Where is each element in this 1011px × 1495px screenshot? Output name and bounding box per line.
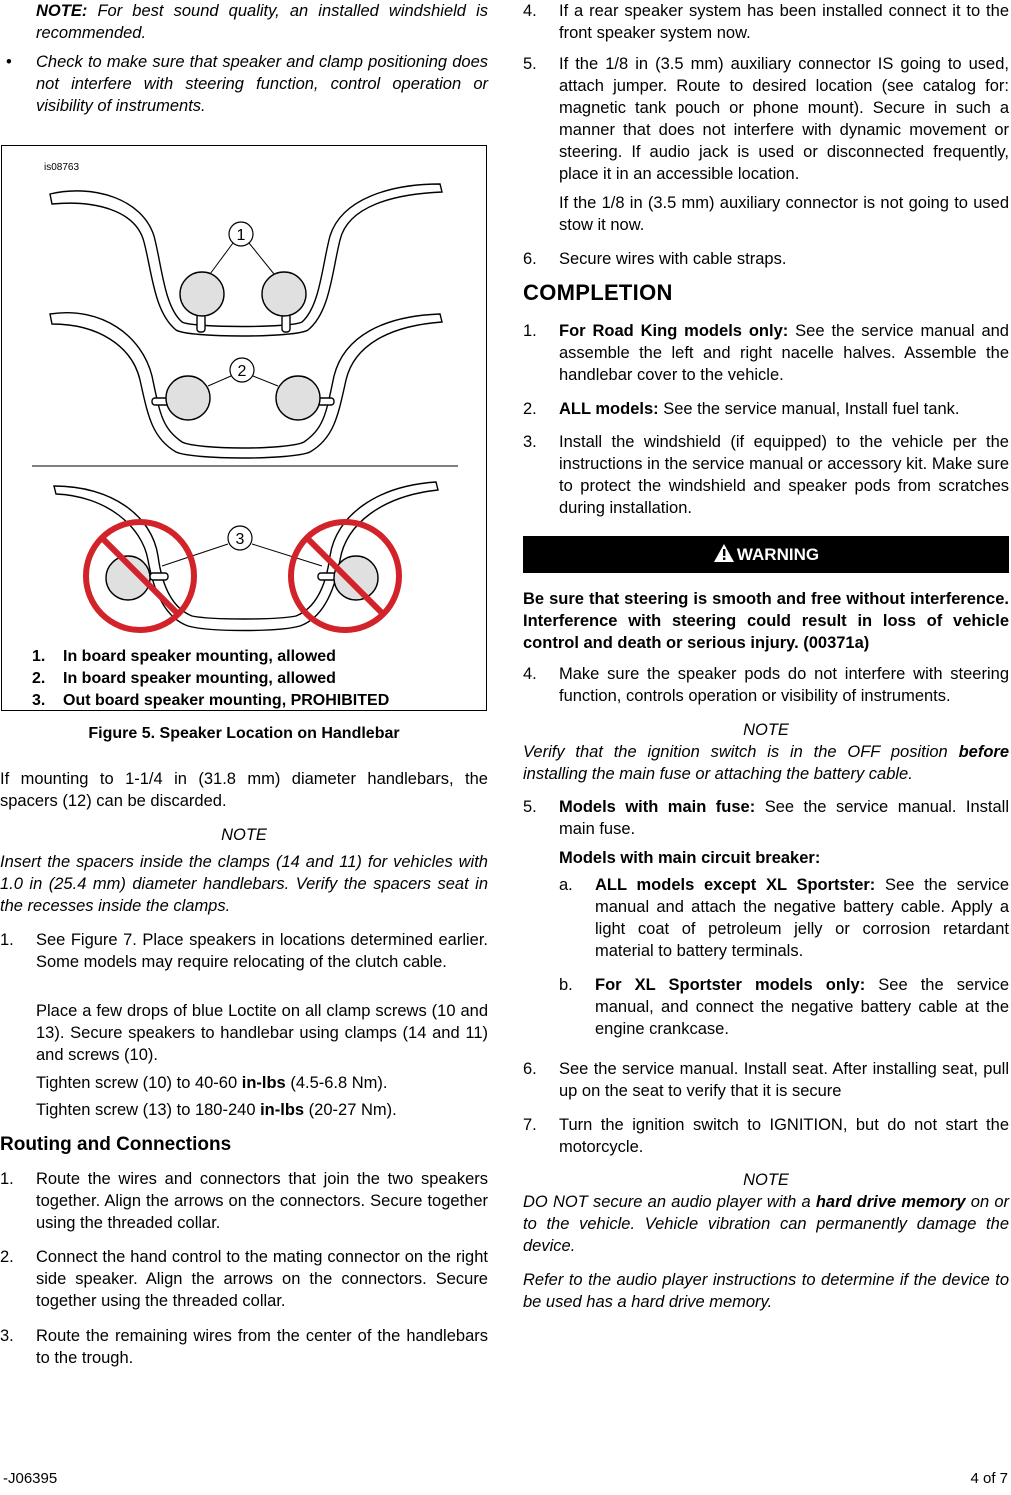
step-text: Route the wires and connectors that join the two speakers together. Align the arrows on the connectors. Secure together using the threaded collar. [36, 1170, 488, 1232]
step-text [559, 320, 1009, 386]
step-number: 5. [523, 55, 537, 73]
warning-triangle-icon [713, 543, 735, 569]
step-number: 5. [523, 798, 537, 816]
step-number: 4. [523, 665, 537, 683]
warning-title [523, 543, 1009, 569]
legend-text: In board speaker mounting, allowed [63, 670, 336, 687]
note-heading: NOTE [743, 1171, 789, 1189]
note-refer: Refer to the audio player instructions to determine if the device to be used has a hard drive memory. [523, 1271, 1009, 1311]
handlebar-1 [50, 184, 442, 336]
warning-banner [523, 536, 1009, 573]
step-text [559, 796, 1009, 840]
legend-num: 1. [32, 648, 46, 665]
step-text [595, 874, 1009, 962]
step-number: 6. [523, 1060, 537, 1078]
note-text: on or to the vehicle. Vehicle vibration can permanently damage the device. [523, 1193, 1009, 1255]
step-body: See the service manual and attach the negative battery cable. Apply a light coat of petroleum jelly or corrosion retardant material to battery terminals. [595, 876, 1009, 960]
step-text [559, 431, 1009, 519]
torque-unit: in-lbs [260, 1101, 305, 1119]
step-number: 2. [0, 1248, 14, 1266]
step-1-loctite: Place a few drops of blue Loctite on all clamp screws (10 and 13). Secure speakers to handlebar using clamps (14 and 11) and screws (10). [36, 1002, 488, 1064]
step-1-torque-13 [36, 1099, 488, 1121]
note-text: For best sound quality, an installed windshield is recommended. [36, 2, 488, 42]
note-hard-drive [523, 1191, 1009, 1257]
step-text: Make sure the speaker pods do not interfere with steering function, controls operation or visibility of instruments. [559, 665, 1009, 705]
breaker-heading: Models with main circuit breaker: [559, 849, 821, 867]
step-number: 7. [523, 1116, 537, 1134]
step-number: 1. [0, 1170, 14, 1188]
figure-caption: Figure 5. Speaker Location on Handlebar [88, 725, 400, 742]
torque-unit: in-lbs [241, 1074, 286, 1092]
step-number: 3. [523, 433, 537, 451]
step-text [559, 398, 1009, 420]
step-bold: Models with main fuse: [559, 798, 756, 816]
step-body: See the service manual. Install main fuse. [559, 798, 1009, 838]
note-text: DO NOT secure an audio player with a [523, 1193, 816, 1211]
legend-item-3 [32, 690, 389, 712]
step-bold: ALL models except XL Sportster: [595, 876, 876, 894]
note-bold: hard drive memory [815, 1193, 966, 1211]
speaker-3-right [334, 556, 378, 600]
step-body: Install the windshield (if equipped) to the vehicle per the instructions in the service manual or accessory kit. Make sure to protect the windshield and speaker pods from scratches during installation. [559, 433, 1009, 517]
para-mounting: If mounting to 1-1/4 in (31.8 mm) diameter handlebars, the spacers (12) can be discarded. [0, 770, 488, 810]
speaker-2-right [276, 376, 320, 420]
document-id: -J06395 [3, 1470, 58, 1487]
callout-3-label: 3 [235, 531, 245, 548]
speaker-2-left [166, 376, 210, 420]
callout-1-label: 1 [236, 227, 246, 244]
note-heading: NOTE [221, 826, 267, 844]
note-heading: NOTE [743, 721, 789, 739]
step-text: If the 1/8 in (3.5 mm) auxiliary connector IS going to used, attach jumper. Route to desired location (see catalog for: magnetic tank pouch or phone mount). Secure in such a manner that does not interfere with dynamic movement or steering. If audio jack is used or disconnected frequently, place it in an accessible location. [559, 55, 1009, 183]
torque-text: Tighten screw (13) to 180-240 [36, 1101, 261, 1119]
step-number: 1. [0, 931, 14, 949]
step-body: See the service manual, and connect the negative battery cable at the engine crankcase. [595, 976, 1009, 1038]
step-body: See the service manual and assemble the left and right nacelle halves. Assemble the handlebar cover to the vehicle. [559, 322, 1009, 384]
note-ignition [523, 741, 1009, 785]
speaker-1-left [180, 272, 224, 316]
bullet-symbol: • [6, 53, 12, 71]
legend-item-2 [32, 668, 336, 690]
step-text [595, 974, 1009, 1040]
step-number: a. [559, 876, 573, 894]
step-number: b. [559, 976, 573, 994]
step-text: See Figure 7. Place speakers in locations determined earlier. Some models may require relocating of the clutch cable. [36, 931, 488, 971]
step-body: See the service manual, Install fuel tank. [658, 400, 960, 418]
note-text: installing the main fuse or attaching the battery cable. [523, 765, 913, 783]
step-number: 2. [523, 400, 537, 418]
note-bold: before [958, 743, 1009, 761]
legend-text: In board speaker mounting, allowed [63, 648, 336, 665]
torque-text: (4.5-6.8 Nm). [285, 1074, 388, 1092]
page-number: 4 of 7 [970, 1470, 1008, 1487]
routing-heading: Routing and Connections [0, 1134, 232, 1155]
speaker-1-right [262, 272, 306, 316]
torque-text: (20-27 Nm). [304, 1101, 397, 1119]
callout-2-label: 2 [237, 363, 247, 380]
legend-num: 2. [32, 670, 46, 687]
step-1-torque-10 [36, 1072, 488, 1094]
figure-id-label: is08763 [44, 162, 80, 173]
step-number: 6. [523, 250, 537, 268]
warning-text: Be sure that steering is smooth and free without interference. Interference with steering could result in loss of vehicle control and death or serious injury. (00371a) [523, 590, 1009, 652]
note-windshield [36, 0, 488, 44]
step-text: Turn the ignition switch to IGNITION, but do not start the motorcycle. [559, 1116, 1009, 1156]
step-number: 4. [523, 2, 537, 20]
step-text: Connect the hand control to the mating connector on the right side speaker. Align the arrows on the connectors. Secure together using the threaded collar. [36, 1248, 488, 1310]
step-bold: For Road King models only: [559, 322, 789, 340]
completion-heading: COMPLETION [523, 280, 673, 305]
step-text: Route the remaining wires from the center of the handlebars to the trough. [36, 1327, 488, 1367]
warning-label: WARNING [736, 545, 820, 564]
note-text: Verify that the ignition switch is in the OFF position [523, 743, 959, 761]
note-label: NOTE: [36, 2, 88, 20]
legend-item-1 [32, 646, 336, 668]
handlebar-illustration [2, 146, 488, 712]
legend-text: Out board speaker mounting, PROHIBITED [63, 692, 390, 709]
note-spacers: Insert the spacers inside the clamps (14 and 11) for vehicles with 1.0 in (25.4 mm) diameter handlebars. Verify the spacers seat in the recesses inside the clamps. [0, 853, 488, 915]
step-bold: For XL Sportster models only: [595, 976, 866, 994]
step-number: 3. [0, 1327, 14, 1345]
step-number: 1. [523, 322, 537, 340]
legend-num: 3. [32, 692, 46, 709]
torque-text: Tighten screw (10) to 40-60 [36, 1074, 242, 1092]
step-5-extra: If the 1/8 in (3.5 mm) auxiliary connector is not going to used stow it now. [559, 194, 1009, 234]
figure-speaker-location [1, 145, 487, 711]
bullet-text: Check to make sure that speaker and clamp positioning does not interfere with steering function, control operation or visibility of instruments. [36, 53, 488, 115]
step-bold: ALL models: [559, 400, 659, 418]
step-text: If a rear speaker system has been installed connect it to the front speaker system now. [559, 2, 1009, 42]
step-text: See the service manual. Install seat. After installing seat, pull up on the seat to verify that it is secure [559, 1060, 1009, 1100]
step-text: Secure wires with cable straps. [559, 250, 787, 268]
